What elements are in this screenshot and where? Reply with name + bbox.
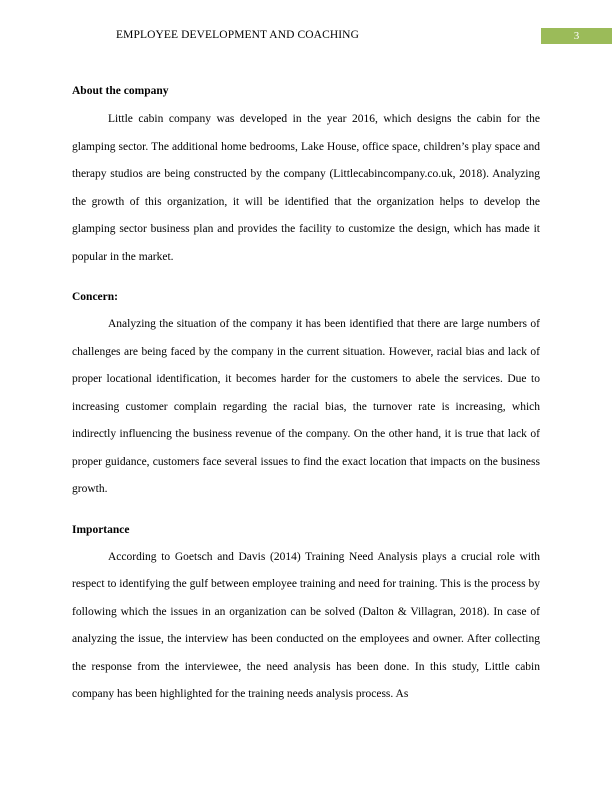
section-heading-importance: Importance [72, 523, 130, 536]
page-number-badge: 3 [541, 28, 612, 44]
paragraph-concern: Analyzing the situation of the company it has been identified that there are large numbers of challenges are being faced by the company in the current situation. However, racial bias and lack of proper locational identification, it becomes harder for the customers to abele the services. Due to increasing customer complain regarding the racial bias, the turnover rate is increasing, which indirectly influencing the business revenue of the company. On the other hand, it is true that lack of proper guidance, customers face several issues to find the exact location that impacts on the business growth. [72, 318, 540, 495]
document-body [72, 82, 540, 709]
running-header-title: EMPLOYEE DEVELOPMENT AND COACHING [116, 29, 359, 41]
section-heading-about: About the company [72, 85, 169, 97]
paragraph-about: Little cabin company was developed in the year 2016, which designs the cabin for the glamping sector. The additional home bedrooms, Lake House, office space, children’s play space and therapy studios are being constructed by the company (Littlecabincompany.co.uk, 2018). Analyzing the growth of this organization, it will be identified that the organization helps to develop the glamping sector business plan and provides the facility to customize the design, which has made it popular in the market. [72, 113, 540, 263]
paragraph-importance: According to Goetsch and Davis (2014) Training Need Analysis plays a crucial role with respect to identifying the gulf between employee training and need for training. This is the process by following which the issues in an organization can be solved (Dalton & Villagran, 2018). In case of analyzing the issue, the interview has been conducted on the employees and owner. After collecting the response from the interviewee, the need analysis has been done. In this study, Little cabin company has been highlighted for the training needs analysis process. As [72, 550, 540, 700]
section-heading-concern: Concern: [72, 291, 118, 303]
